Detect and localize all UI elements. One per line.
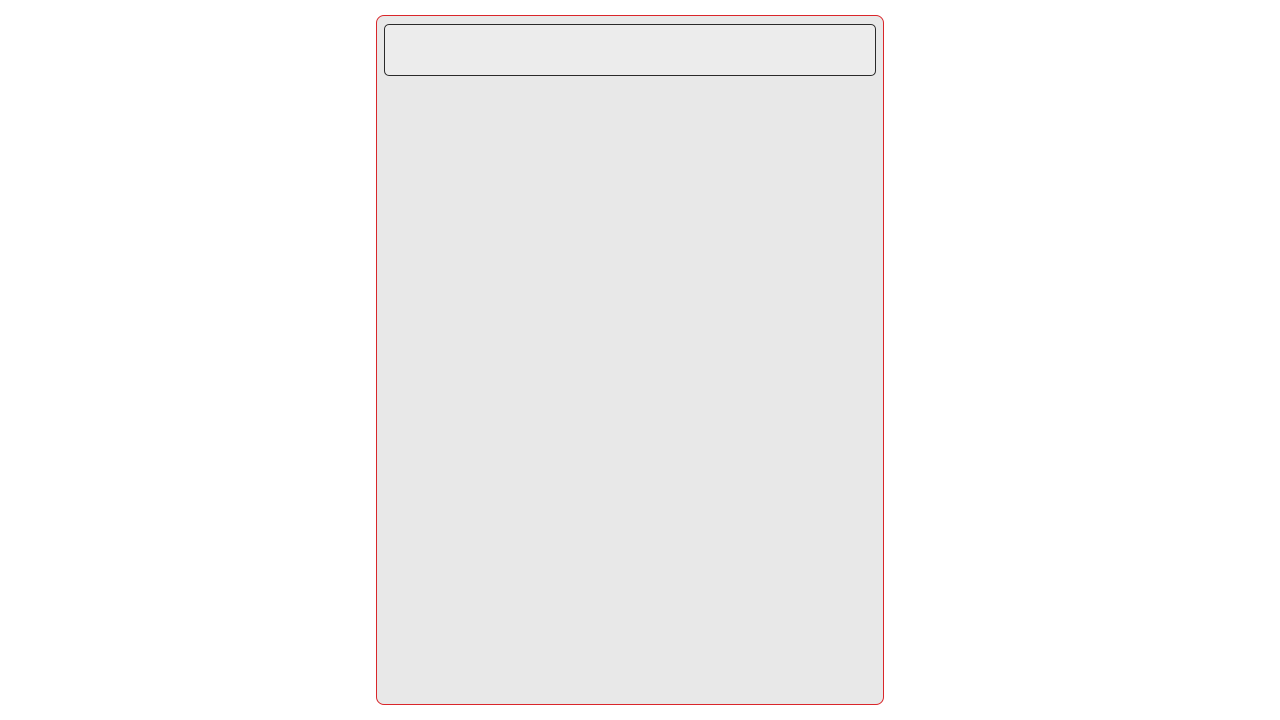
test-card (376, 15, 884, 705)
test-card-graphics (377, 16, 885, 706)
